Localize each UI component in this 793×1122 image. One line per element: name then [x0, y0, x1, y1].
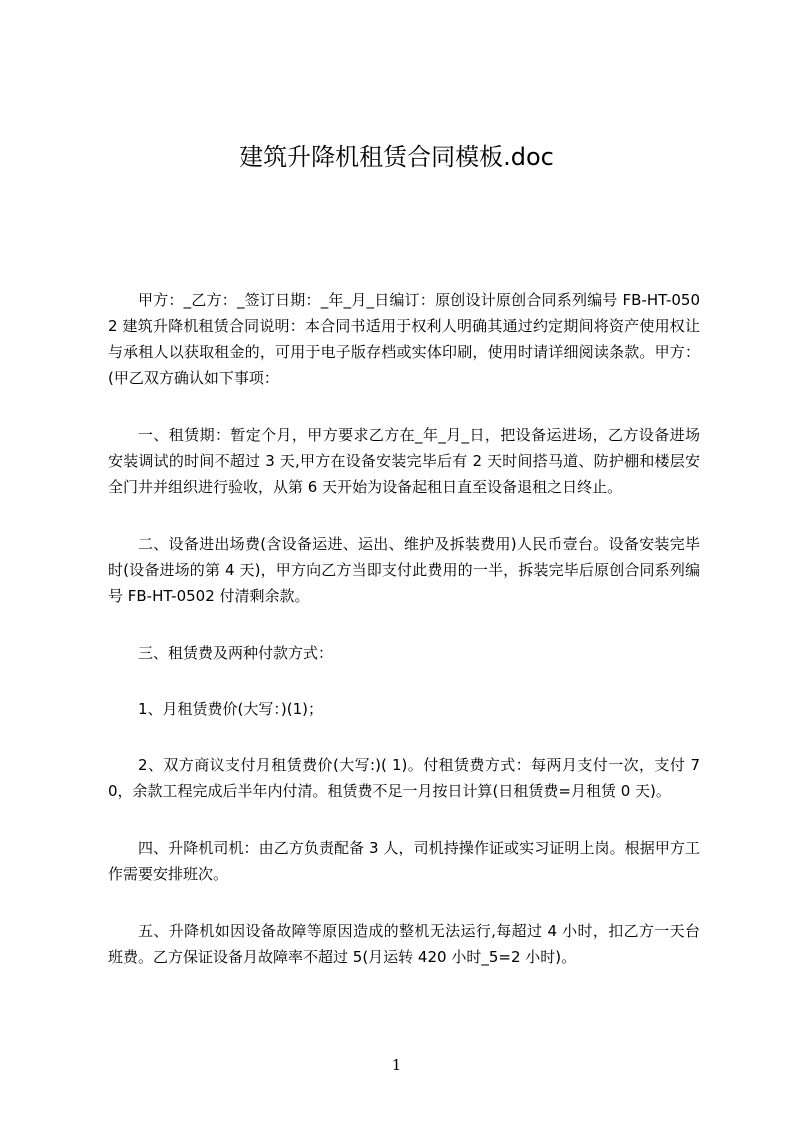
paragraph-payment-method: 2、双方商议支付月租赁费价(大写:)( 1)。付租赁费方式：每两月支付一次，支付 70，余款工程完成后半年内付清。租赁费不足一月按日计算(日租赁费=月租赁 0 天)。 [108, 756, 700, 800]
paragraph-fault-penalty: 五、升降机如因设备故障等原因造成的整机无法运行,每超过 4 小时，扣乙方一天台班费。乙方保证设备月故障率不超过 5(月运转 420 小时_5=2 小时)。 [108, 922, 700, 966]
paragraph-entry-exit-fee: 二、设备进出场费(含设备运进、运出、维护及拆装费用)人民币壹台。设备安装完毕时(设备进场的第 4 天)，甲方向乙方当即支付此费用的一半，拆装完毕后原创合同系列编号 FB-HT-0502 付清剩余款。 [108, 535, 700, 605]
paragraph-rental-fee-heading: 三、租赁费及两种付款方式： [138, 644, 334, 662]
paragraph-intro: 甲方：_乙方：_签订日期：_年_月_日编订：原创设计原创合同系列编号 FB-HT-0502 建筑升降机租赁合同说明：本合同书适用于权利人明确其通过约定期间将资产使用权让与承租人以获取租金的，可用于电子版存档或实体印刷，使用时请详细阅读条款。甲方：(甲乙双方确认如下事项： [108, 291, 700, 387]
paragraph-lease-period: 一、租赁期：暂定个月，甲方要求乙方在_年_月_日，把设备运进场，乙方设备进场安装调试的时间不超过 3 天,甲方在设备安装完毕后有 2 天时间搭马道、防护棚和楼层安全门井并组织进行验收，从第 6 天开始为设备起租日直至设备退租之日终止。 [108, 426, 700, 496]
paragraph-operator: 四、升降机司机：由乙方负责配备 3 人，司机持操作证或实习证明上岗。根据甲方工作需要安排班次。 [108, 839, 700, 883]
paragraph-monthly-rent: 1、月租赁费价(大写：)(1)； [138, 700, 323, 718]
document-body [108, 287, 700, 1001]
document-title: 建筑升降机租赁合同模板.doc [239, 143, 554, 171]
page-number: 1 [391, 1056, 402, 1074]
